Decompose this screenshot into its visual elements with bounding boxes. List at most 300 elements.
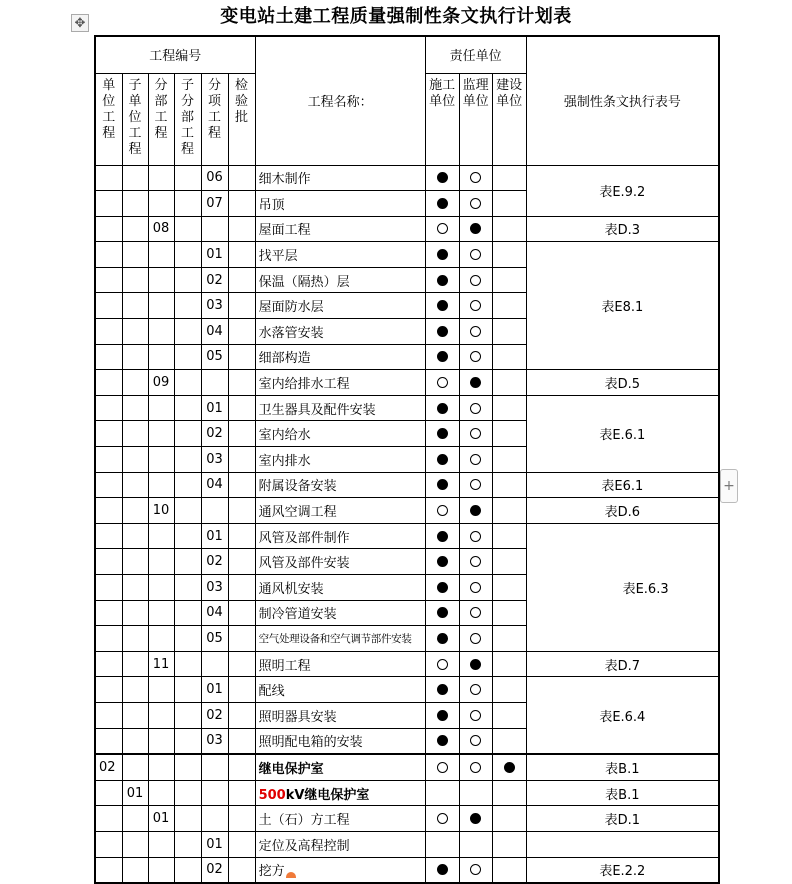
code-cell-c1 <box>95 498 122 524</box>
code-cell-c6 <box>228 242 255 268</box>
code-cell-c2 <box>122 370 148 396</box>
code-cell-c3: 08 <box>148 216 174 242</box>
item-name: 照明配电箱的安装 <box>258 735 363 751</box>
cursor-indicator <box>286 872 296 878</box>
filled-dot-icon <box>437 275 448 286</box>
owner-unit-cell <box>492 575 526 601</box>
construction-unit-cell <box>425 754 459 780</box>
item-name-cell <box>255 806 425 832</box>
owner-unit-cell <box>492 780 526 806</box>
construction-unit-cell <box>425 472 459 498</box>
code-cell-c2 <box>122 728 148 754</box>
code-cell-c3 <box>148 395 174 421</box>
code-cell-c3 <box>148 472 174 498</box>
item-name-cell <box>255 857 425 883</box>
code-cell-c3 <box>148 780 174 806</box>
construction-unit-cell <box>425 857 459 883</box>
item-name: 室内给水 <box>258 428 311 444</box>
supervision-unit-cell <box>459 319 492 345</box>
owner-unit-cell <box>492 728 526 754</box>
owner-unit-cell <box>492 702 526 728</box>
item-name-cell <box>255 549 425 575</box>
item-name-cell <box>255 421 425 447</box>
item-name: 配线 <box>258 684 285 700</box>
code-cell-c3 <box>148 575 174 601</box>
owner-unit-cell <box>492 421 526 447</box>
owner-unit-cell <box>492 242 526 268</box>
code-cell-c5: 03 <box>201 575 228 601</box>
code-cell-c6 <box>228 600 255 626</box>
code-cell-c4 <box>174 191 201 217</box>
code-cell-c2 <box>122 677 148 703</box>
code-cell-c6 <box>228 395 255 421</box>
code-cell-c4 <box>174 472 201 498</box>
table-number-cell: 表E.6.3 <box>526 523 719 651</box>
hollow-dot-icon <box>470 531 481 542</box>
code-cell-c4 <box>174 344 201 370</box>
construction-unit-cell <box>425 242 459 268</box>
supervision-unit-cell <box>459 191 492 217</box>
code-cell-c2 <box>122 831 148 857</box>
code-cell-c1 <box>95 831 122 857</box>
construction-unit-cell <box>425 421 459 447</box>
table-row <box>95 857 719 883</box>
filled-dot-icon <box>437 582 448 593</box>
code-cell-c1 <box>95 165 122 191</box>
item-name-cell <box>255 267 425 293</box>
owner-unit-cell <box>492 857 526 883</box>
item-name-cell <box>255 191 425 217</box>
hollow-dot-icon <box>470 198 481 209</box>
code-cell-c2 <box>122 472 148 498</box>
code-cell-c4 <box>174 575 201 601</box>
code-cell-c3 <box>148 267 174 293</box>
hollow-dot-icon <box>470 275 481 286</box>
construction-unit-cell <box>425 267 459 293</box>
hollow-dot-icon <box>470 864 481 875</box>
filled-dot-icon <box>437 428 448 439</box>
code-cell-c5: 01 <box>201 831 228 857</box>
item-name: 卫生器具及配件安装 <box>258 402 376 418</box>
code-cell-c2: 01 <box>122 780 148 806</box>
code-cell-c1 <box>95 319 122 345</box>
code-cell-c6 <box>228 728 255 754</box>
filled-dot-icon <box>470 223 481 234</box>
supervision-unit-cell <box>459 780 492 806</box>
item-name-cell <box>255 600 425 626</box>
code-cell-c3: 01 <box>148 806 174 832</box>
code-cell-c3 <box>148 857 174 883</box>
owner-unit-cell <box>492 549 526 575</box>
code-cell-c3 <box>148 831 174 857</box>
filled-dot-icon <box>437 479 448 490</box>
code-cell-c1 <box>95 702 122 728</box>
table-row <box>95 216 719 242</box>
item-name-cell <box>255 319 425 345</box>
code-cell-c2 <box>122 421 148 447</box>
owner-unit-cell <box>492 344 526 370</box>
header-code-group: 工程编号 <box>95 36 255 73</box>
code-cell-c6 <box>228 447 255 473</box>
code-cell-c4 <box>174 267 201 293</box>
code-cell-c3: 10 <box>148 498 174 524</box>
filled-dot-icon <box>437 198 448 209</box>
item-name-cell <box>255 702 425 728</box>
construction-unit-cell <box>425 549 459 575</box>
item-name: 吊顶 <box>258 197 285 213</box>
code-cell-c1 <box>95 242 122 268</box>
supervision-unit-cell <box>459 421 492 447</box>
supervision-unit-cell <box>459 651 492 677</box>
code-cell-c4 <box>174 216 201 242</box>
code-cell-c2 <box>122 242 148 268</box>
item-name-cell <box>255 831 425 857</box>
code-cell-c6 <box>228 754 255 780</box>
table-number-cell: 表D.7 <box>526 651 719 677</box>
code-cell-c3: 09 <box>148 370 174 396</box>
add-column-button[interactable]: + <box>720 469 738 503</box>
item-name: 定位及高程控制 <box>258 838 350 854</box>
construction-unit-cell <box>425 523 459 549</box>
code-cell-c5 <box>201 370 228 396</box>
item-name: 室内排水 <box>258 453 311 469</box>
hollow-dot-icon <box>437 762 448 773</box>
item-name-cell <box>255 395 425 421</box>
code-cell-c6 <box>228 575 255 601</box>
code-cell-c1 <box>95 728 122 754</box>
code-cell-c2 <box>122 575 148 601</box>
code-cell-c3: 11 <box>148 651 174 677</box>
item-name: 细部构造 <box>258 351 311 367</box>
item-name: 保温（隔热）层 <box>258 274 350 290</box>
code-cell-c6 <box>228 293 255 319</box>
filled-dot-icon <box>437 351 448 362</box>
table-number-cell: 表E.6.1 <box>526 395 719 472</box>
item-name-cell <box>255 216 425 242</box>
owner-unit-cell <box>492 293 526 319</box>
table-row <box>95 651 719 677</box>
supervision-unit-cell <box>459 242 492 268</box>
item-name-cell <box>255 344 425 370</box>
item-name: 空气处理设备和空气调节部件安装 <box>258 632 412 645</box>
code-cell-c3 <box>148 242 174 268</box>
item-name: 附属设备安装 <box>258 479 337 495</box>
filled-dot-icon <box>437 710 448 721</box>
supervision-unit-cell <box>459 498 492 524</box>
filled-dot-icon <box>437 326 448 337</box>
code-cell-c6 <box>228 806 255 832</box>
supervision-unit-cell <box>459 472 492 498</box>
plan-table <box>94 35 720 884</box>
filled-dot-icon <box>470 377 481 388</box>
code-cell-c3 <box>148 191 174 217</box>
table-number-cell: 表D.1 <box>526 806 719 832</box>
code-cell-c1 <box>95 395 122 421</box>
code-cell-c3 <box>148 421 174 447</box>
owner-unit-cell <box>492 191 526 217</box>
supervision-unit-cell <box>459 728 492 754</box>
code-cell-c2 <box>122 754 148 780</box>
supervision-unit-cell <box>459 549 492 575</box>
code-cell-c1 <box>95 344 122 370</box>
hollow-dot-icon <box>437 505 448 516</box>
item-name: 照明器具安装 <box>258 709 337 725</box>
owner-unit-cell <box>492 600 526 626</box>
construction-unit-cell <box>425 447 459 473</box>
table-number-cell: 表E6.1 <box>526 472 719 498</box>
code-cell-c6 <box>228 702 255 728</box>
code-cell-c1 <box>95 447 122 473</box>
table-row <box>95 677 719 703</box>
construction-unit-cell <box>425 216 459 242</box>
item-name-cell <box>255 293 425 319</box>
hollow-dot-icon <box>470 326 481 337</box>
code-cell-c2 <box>122 857 148 883</box>
construction-unit-cell <box>425 575 459 601</box>
code-cell-c4 <box>174 831 201 857</box>
code-cell-c4 <box>174 447 201 473</box>
code-cell-c2 <box>122 319 148 345</box>
code-cell-c5: 01 <box>201 523 228 549</box>
owner-unit-cell <box>492 677 526 703</box>
item-name: 挖方 <box>258 864 285 880</box>
item-name-cell <box>255 242 425 268</box>
owner-unit-cell <box>492 216 526 242</box>
item-name-cell <box>255 447 425 473</box>
item-name-cell <box>255 780 425 806</box>
owner-unit-cell <box>492 806 526 832</box>
item-name: 屋面工程 <box>258 223 311 239</box>
table-number-cell: 表D.6 <box>526 498 719 524</box>
table-number-cell: 表E.6.4 <box>526 677 719 754</box>
code-cell-c3 <box>148 344 174 370</box>
code-cell-c5 <box>201 780 228 806</box>
hollow-dot-icon <box>470 684 481 695</box>
code-cell-c6 <box>228 319 255 345</box>
construction-unit-cell <box>425 702 459 728</box>
code-cell-c2 <box>122 523 148 549</box>
header-sub-col-2: 分部工程 <box>148 73 174 165</box>
filled-dot-icon <box>437 454 448 465</box>
hollow-dot-icon <box>437 813 448 824</box>
code-cell-c3 <box>148 677 174 703</box>
table-number-cell: 表E.2.2 <box>526 857 719 883</box>
owner-unit-cell <box>492 165 526 191</box>
item-name-cell <box>255 754 425 780</box>
code-cell-c5: 01 <box>201 677 228 703</box>
header-sub-col-5: 检验批 <box>228 73 255 165</box>
code-cell-c4 <box>174 780 201 806</box>
construction-unit-cell <box>425 651 459 677</box>
construction-unit-cell <box>425 600 459 626</box>
supervision-unit-cell <box>459 702 492 728</box>
header-sub-col-0: 单位工程 <box>95 73 122 165</box>
code-cell-c5 <box>201 806 228 832</box>
item-name: 继电保护室 <box>258 761 324 777</box>
supervision-unit-cell <box>459 806 492 832</box>
construction-unit-cell <box>425 165 459 191</box>
code-cell-c3 <box>148 600 174 626</box>
hollow-dot-icon <box>470 710 481 721</box>
owner-unit-cell <box>492 447 526 473</box>
hollow-dot-icon <box>470 300 481 311</box>
code-cell-c3 <box>148 728 174 754</box>
filled-dot-icon <box>504 762 515 773</box>
code-cell-c4 <box>174 626 201 652</box>
item-name: 风管及部件制作 <box>258 530 350 546</box>
header-resp-col-1: 监理单位 <box>459 73 492 165</box>
code-cell-c6 <box>228 370 255 396</box>
item-name: 照明工程 <box>258 658 311 674</box>
code-cell-c2 <box>122 216 148 242</box>
supervision-unit-cell <box>459 267 492 293</box>
table-move-handle[interactable]: ✥ <box>71 14 89 32</box>
code-cell-c1 <box>95 600 122 626</box>
owner-unit-cell <box>492 754 526 780</box>
code-cell-c6 <box>228 216 255 242</box>
header-name: 工程名称： <box>255 36 425 165</box>
item-name: 水落管安装 <box>258 325 324 341</box>
code-cell-c2 <box>122 600 148 626</box>
table-row <box>95 395 719 421</box>
code-cell-c2 <box>122 293 148 319</box>
table-number-cell: 表D.3 <box>526 216 719 242</box>
item-name: 通风空调工程 <box>258 505 337 521</box>
hollow-dot-icon <box>470 403 481 414</box>
code-cell-c3 <box>148 293 174 319</box>
code-cell-c1 <box>95 267 122 293</box>
filled-dot-icon <box>437 633 448 644</box>
code-cell-c4 <box>174 498 201 524</box>
code-cell-c6 <box>228 165 255 191</box>
table-row <box>95 780 719 806</box>
hollow-dot-icon <box>437 659 448 670</box>
hollow-dot-icon <box>470 428 481 439</box>
code-cell-c4 <box>174 319 201 345</box>
header-resp-col-2: 建设单位 <box>492 73 526 165</box>
code-cell-c4 <box>174 600 201 626</box>
table-row <box>95 806 719 832</box>
table-row <box>95 498 719 524</box>
hollow-dot-icon <box>470 762 481 773</box>
supervision-unit-cell <box>459 523 492 549</box>
code-cell-c2 <box>122 191 148 217</box>
code-cell-c1 <box>95 651 122 677</box>
item-name: kV继电保护室 <box>285 787 370 803</box>
construction-unit-cell <box>425 370 459 396</box>
construction-unit-cell <box>425 806 459 832</box>
supervision-unit-cell <box>459 626 492 652</box>
supervision-unit-cell <box>459 857 492 883</box>
code-cell-c4 <box>174 677 201 703</box>
code-cell-c1 <box>95 293 122 319</box>
supervision-unit-cell <box>459 447 492 473</box>
code-cell-c1 <box>95 216 122 242</box>
code-cell-c1 <box>95 780 122 806</box>
code-cell-c5: 02 <box>201 267 228 293</box>
filled-dot-icon <box>437 735 448 746</box>
code-cell-c5: 07 <box>201 191 228 217</box>
item-name: 找平层 <box>258 249 298 265</box>
table-number-cell: 表B.1 <box>526 780 719 806</box>
supervision-unit-cell <box>459 575 492 601</box>
construction-unit-cell <box>425 831 459 857</box>
item-name-cell <box>255 728 425 754</box>
code-cell-c4 <box>174 165 201 191</box>
filled-dot-icon <box>437 607 448 618</box>
header-table-no: 强制性条文执行表号 <box>526 36 719 165</box>
hollow-dot-icon <box>437 223 448 234</box>
construction-unit-cell <box>425 293 459 319</box>
header-resp-group: 责任单位 <box>425 36 526 73</box>
item-name-cell <box>255 523 425 549</box>
code-cell-c5: 02 <box>201 549 228 575</box>
header-sub-col-3: 子分部工程 <box>174 73 201 165</box>
supervision-unit-cell <box>459 344 492 370</box>
item-name: 风管及部件安装 <box>258 556 350 572</box>
item-name: 制冷管道安装 <box>258 607 337 623</box>
supervision-unit-cell <box>459 370 492 396</box>
construction-unit-cell <box>425 780 459 806</box>
code-cell-c4 <box>174 395 201 421</box>
hollow-dot-icon <box>470 735 481 746</box>
code-cell-c6 <box>228 549 255 575</box>
hollow-dot-icon <box>470 351 481 362</box>
item-name: 室内给排水工程 <box>258 377 350 393</box>
code-cell-c6 <box>228 857 255 883</box>
filled-dot-icon <box>470 813 481 824</box>
item-name: 细木制作 <box>258 172 311 188</box>
page-title: 变电站土建工程质量强制性条文执行计划表 <box>220 6 572 27</box>
table-number-cell: 表B.1 <box>526 754 719 780</box>
table-row <box>95 754 719 780</box>
code-cell-c3 <box>148 165 174 191</box>
code-cell-c2 <box>122 806 148 832</box>
table-number-cell: 表E8.1 <box>526 242 719 370</box>
header-sub-col-1: 子单位工程 <box>122 73 148 165</box>
code-cell-c5 <box>201 216 228 242</box>
item-name: 土（石）方工程 <box>258 813 350 829</box>
filled-dot-icon <box>437 172 448 183</box>
filled-dot-icon <box>437 249 448 260</box>
header-sub-col-4: 分项工程 <box>201 73 228 165</box>
construction-unit-cell <box>425 344 459 370</box>
code-cell-c6 <box>228 344 255 370</box>
filled-dot-icon <box>470 505 481 516</box>
table-number-cell: 表D.5 <box>526 370 719 396</box>
code-cell-c1 <box>95 575 122 601</box>
code-cell-c1 <box>95 677 122 703</box>
code-cell-c1 <box>95 523 122 549</box>
code-cell-c5: 03 <box>201 447 228 473</box>
code-cell-c3 <box>148 702 174 728</box>
code-cell-c1: 02 <box>95 754 122 780</box>
supervision-unit-cell <box>459 677 492 703</box>
item-name-cell <box>255 626 425 652</box>
code-cell-c3 <box>148 754 174 780</box>
code-cell-c3 <box>148 549 174 575</box>
code-cell-c5: 04 <box>201 600 228 626</box>
owner-unit-cell <box>492 651 526 677</box>
code-cell-c6 <box>228 780 255 806</box>
construction-unit-cell <box>425 395 459 421</box>
code-cell-c5 <box>201 498 228 524</box>
filled-dot-icon <box>437 403 448 414</box>
hollow-dot-icon <box>470 479 481 490</box>
table-number-cell: 表E.9.2 <box>526 165 719 216</box>
item-name-cell <box>255 472 425 498</box>
table-row <box>95 370 719 396</box>
